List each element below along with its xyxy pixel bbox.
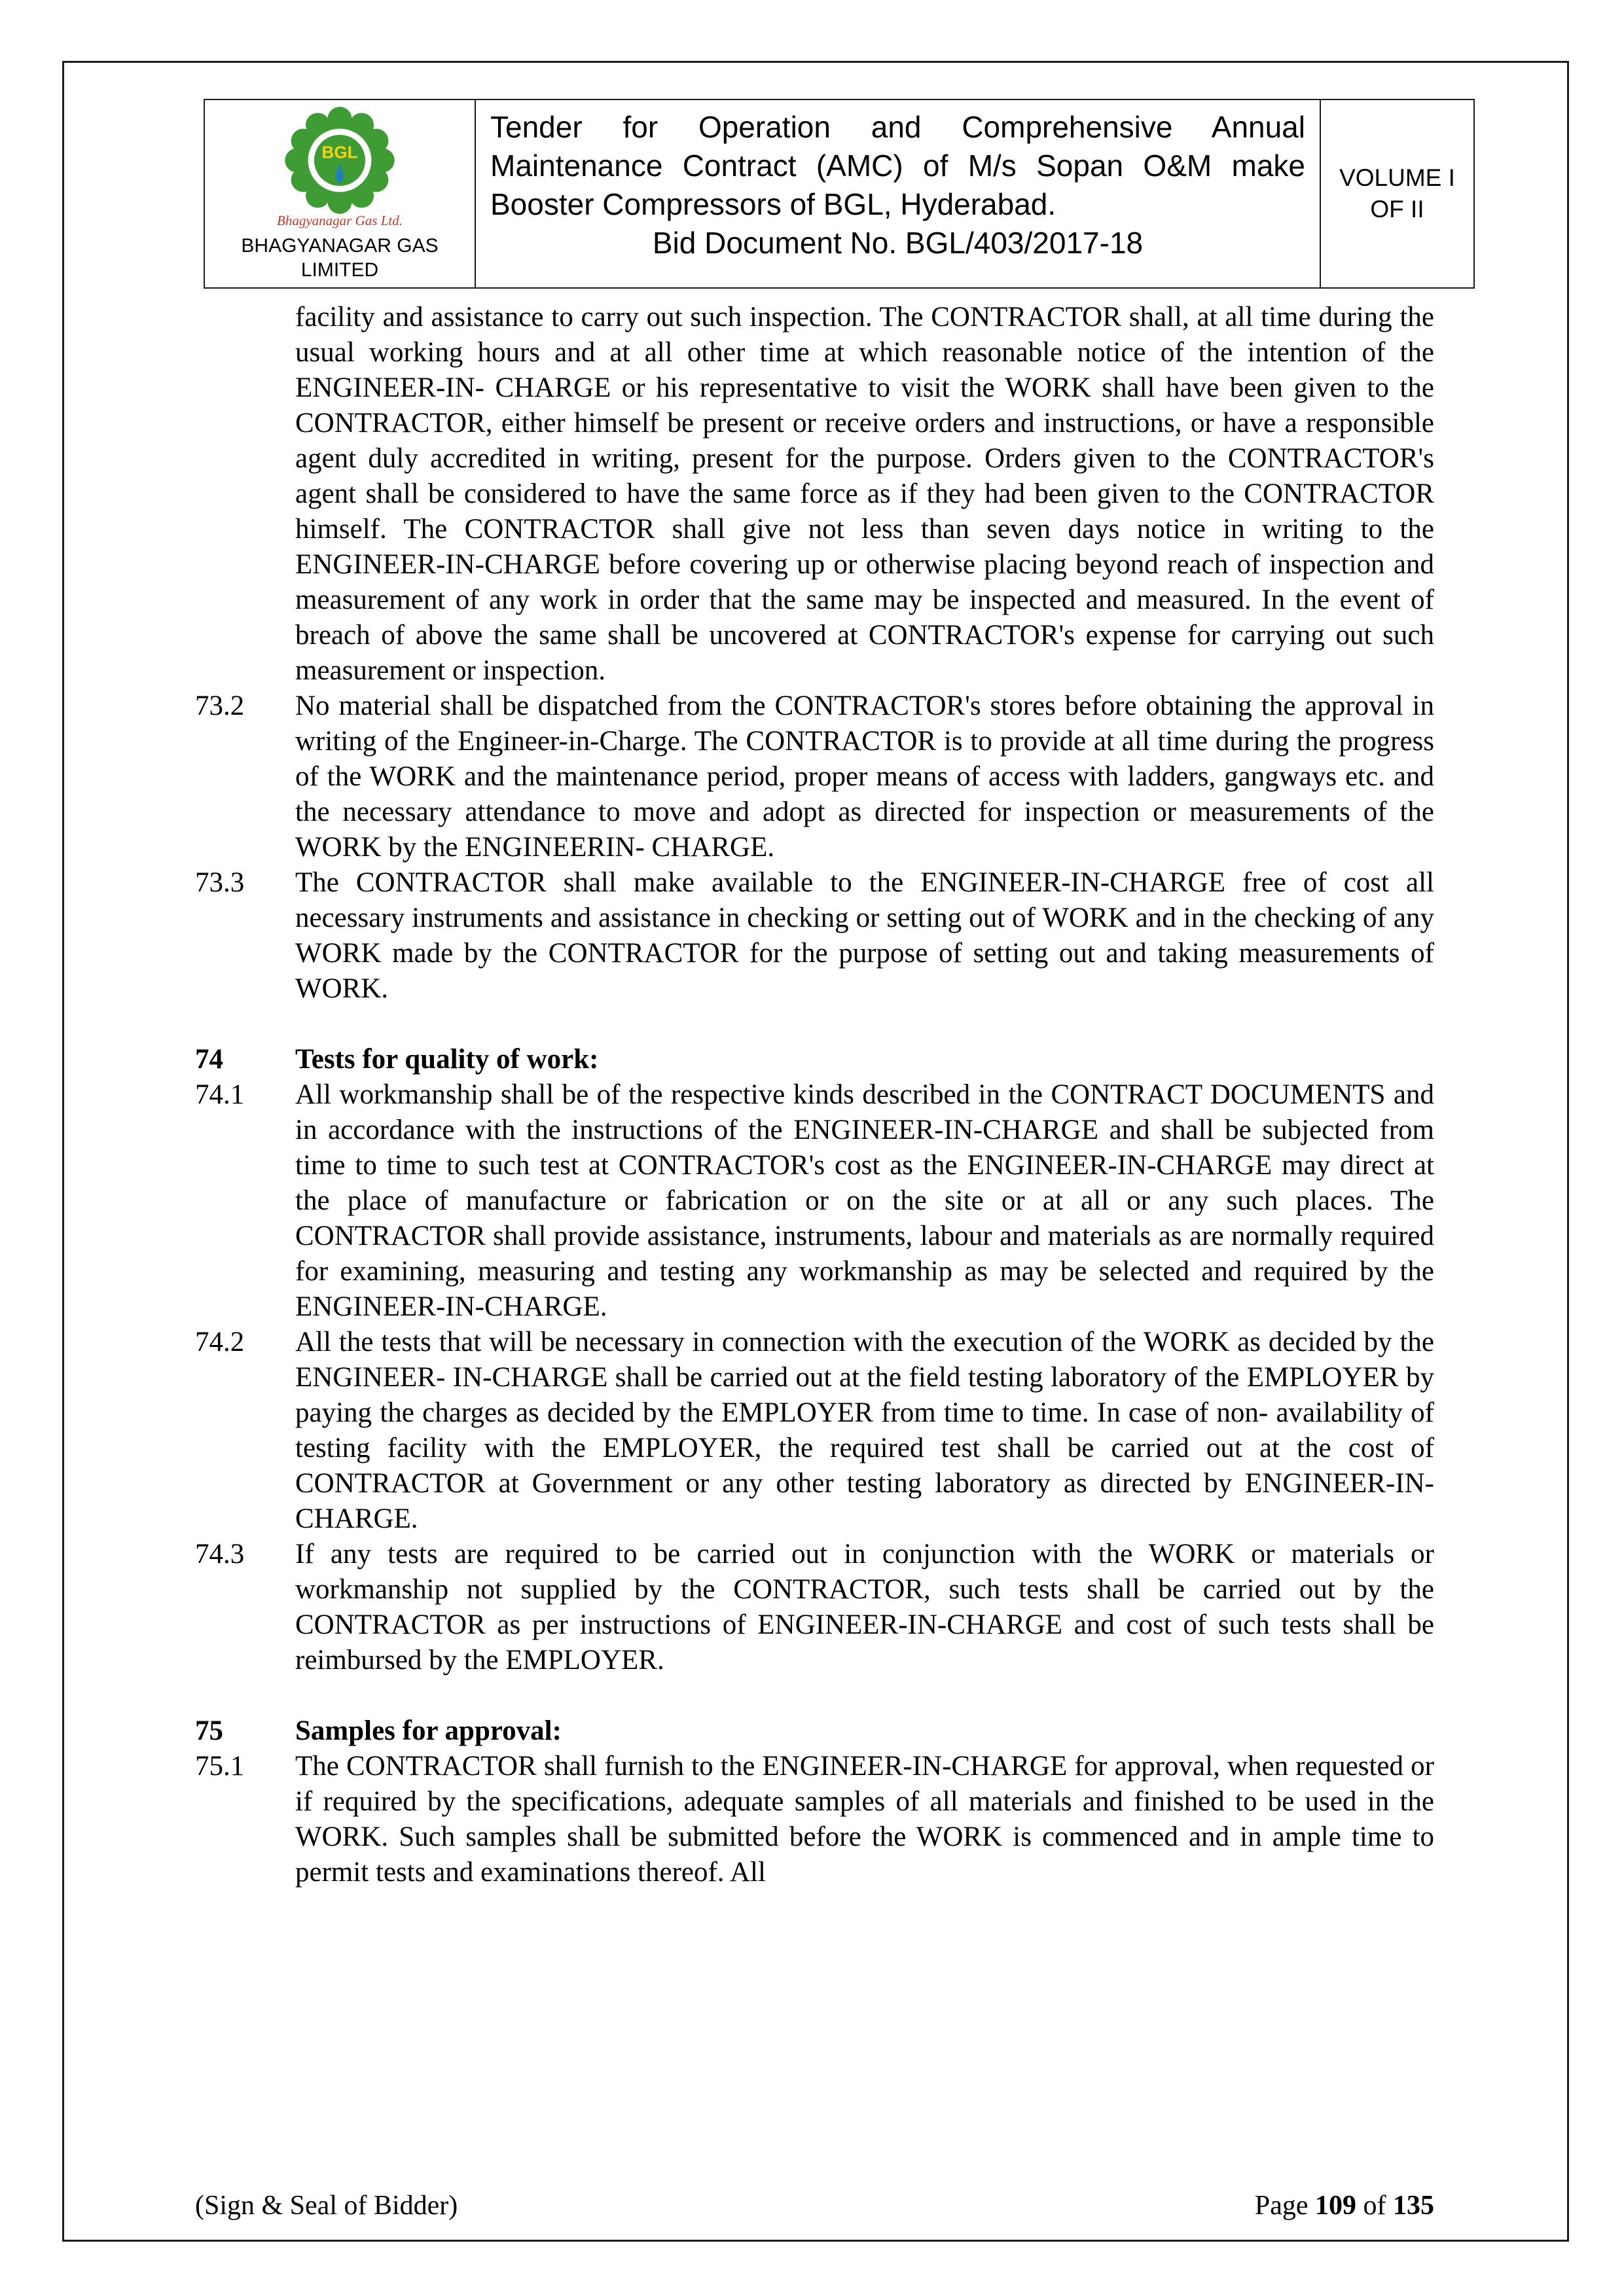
volume-line1: VOLUME I bbox=[1339, 164, 1455, 191]
logo-acronym: BGL bbox=[321, 142, 358, 162]
page-border bbox=[62, 61, 1569, 2242]
org-name-line2: LIMITED bbox=[300, 259, 379, 281]
clause-number: 74.2 bbox=[195, 1327, 245, 1357]
section-heading-75 bbox=[195, 1713, 1434, 1749]
section-heading-text: Samples for approval: bbox=[295, 1715, 562, 1746]
bgl-logo bbox=[279, 105, 401, 215]
document-body bbox=[195, 300, 1441, 1890]
clause-row-75-1 bbox=[195, 1749, 1441, 1890]
clause-text: facility and assistance to carry out such inspection. The CONTRACTOR shall, at all time during the usual working hours and at all other time at which reasonable notice of the intention of the ENGINEER-IN- CHARGE or his representative to visit the WORK shall have been given to the CONTRACTOR, either himself be present or receive orders and instructions, or have a responsible agent duly accredited in writing, present for the purpose. Orders given to the CONTRACTOR's agent shall be considered to have the same force as if they had been given to the CONTRACTOR himself. The CONTRACTOR shall give not less than seven days notice in writing to the ENGINEER-IN-CHARGE before covering up or otherwise placing beyond reach of inspection and measurement of any work in order that the same may be inspected and measured. In the event of breach of above the same shall be uncovered at CONTRACTOR's expense for carrying out such measurement or inspection. bbox=[295, 302, 1441, 686]
clause-text: All workmanship shall be of the respective kinds described in the CONTRACT DOCUMENTS and in accordance with the instructions of the ENGINEER-IN-CHARGE and shall be subjected from time to time to such test at CONTRACTOR's cost as the ENGINEER-IN-CHARGE may direct at the place of manufacture or fabrication or on the site or at all or any such places. The CONTRACTOR shall provide assistance, instruments, labour and materials as are normally required for examining, measuring and testing any workmanship as may be selected and required by the ENGINEER-IN-CHARGE. bbox=[295, 1079, 1441, 1322]
clause-number: 74.1 bbox=[195, 1079, 245, 1110]
clause-number: 73.3 bbox=[195, 867, 245, 898]
page-label: Page bbox=[1254, 2191, 1308, 2221]
section-heading-74 bbox=[195, 1042, 1434, 1077]
bid-document-number: Bid Document No. BGL/403/2017-18 bbox=[652, 226, 1144, 260]
page-current: 109 bbox=[1315, 2191, 1356, 2221]
org-name bbox=[241, 234, 438, 282]
page-footer bbox=[195, 2189, 1434, 2223]
page-number bbox=[1255, 2189, 1434, 2223]
logo-script-text: Bhagyanagar Gas Ltd. bbox=[277, 213, 403, 228]
clause-row-73-3 bbox=[195, 865, 1441, 1007]
section-heading-text: Tests for quality of work: bbox=[295, 1044, 599, 1075]
clause-number: 73.2 bbox=[195, 691, 245, 721]
clause-row-74-1 bbox=[195, 1077, 1441, 1325]
volume-line2: OF II bbox=[1370, 196, 1424, 223]
org-name-line1: BHAGYANAGAR GAS bbox=[241, 235, 439, 257]
logo-cell bbox=[205, 100, 476, 287]
of-label: of bbox=[1363, 2191, 1386, 2221]
tender-title: Tender for Operation and Comprehensive Annual Maintenance Contract (AMC) of M/s Sopan O&M make Booster Compressors of BGL, Hyderabad. bbox=[490, 110, 1305, 221]
clause-text: The CONTRACTOR shall make available to the ENGINEER-IN-CHARGE free of cost all necessary instruments and assistance in checking or setting out of WORK and in the checking of any WORK made by the CONTRACTOR for the purpose of setting out and taking measurements of WORK. bbox=[295, 867, 1441, 1004]
clause-continuation bbox=[195, 300, 1441, 689]
clause-row-74-2 bbox=[195, 1325, 1441, 1537]
clause-number: 74 bbox=[195, 1044, 223, 1075]
clause-text: All the tests that will be necessary in connection with the execution of the WORK as decided by the ENGINEER- IN-CHARGE shall be carried out at the field testing laboratory of the EMPLOYER by paying the charges as decided by the EMPLOYER from time to time. In case of non- availability of testing facility with the EMPLOYER, the required test shall be carried out at the cost of CONTRACTOR at Government or any other testing laboratory as directed by ENGINEER-IN-CHARGE. bbox=[295, 1327, 1441, 1534]
page-total: 135 bbox=[1393, 2191, 1434, 2221]
clause-text: The CONTRACTOR shall furnish to the ENGINEER-IN-CHARGE for approval, when requested or if required by the specifications, adequate samples of all materials and finished to be used in the WORK. Such samples shall be submitted before the WORK is commenced and in ample time to permit tests and examinations thereof. All bbox=[295, 1751, 1441, 1888]
title-cell bbox=[476, 100, 1321, 287]
clause-row-73-2 bbox=[195, 689, 1441, 865]
clause-text: No material shall be dispatched from the CONTRACTOR's stores before obtaining the approval in writing of the Engineer-in-Charge. The CONTRACTOR is to provide at all time during the progress of the WORK and the maintenance period, proper means of access with ladders, gangways etc. and the necessary attendance to move and adopt as directed for inspection or measurements of the WORK by the ENGINEERIN- CHARGE. bbox=[295, 691, 1441, 863]
clause-text: If any tests are required to be carried out in conjunction with the WORK or materials or workmanship not supplied by the CONTRACTOR, such tests shall be carried out by the CONTRACTOR as per instructions of ENGINEER-IN-CHARGE and cost of such tests shall be reimbursed by the EMPLOYER. bbox=[295, 1539, 1441, 1676]
clause-row-74-3 bbox=[195, 1537, 1441, 1678]
header-table bbox=[204, 99, 1475, 289]
clause-number: 75 bbox=[195, 1715, 223, 1746]
sign-seal-note: (Sign & Seal of Bidder) bbox=[195, 2191, 458, 2221]
clause-number: 74.3 bbox=[195, 1539, 245, 1570]
volume-cell bbox=[1321, 100, 1473, 287]
clause-number: 75.1 bbox=[195, 1751, 245, 1782]
